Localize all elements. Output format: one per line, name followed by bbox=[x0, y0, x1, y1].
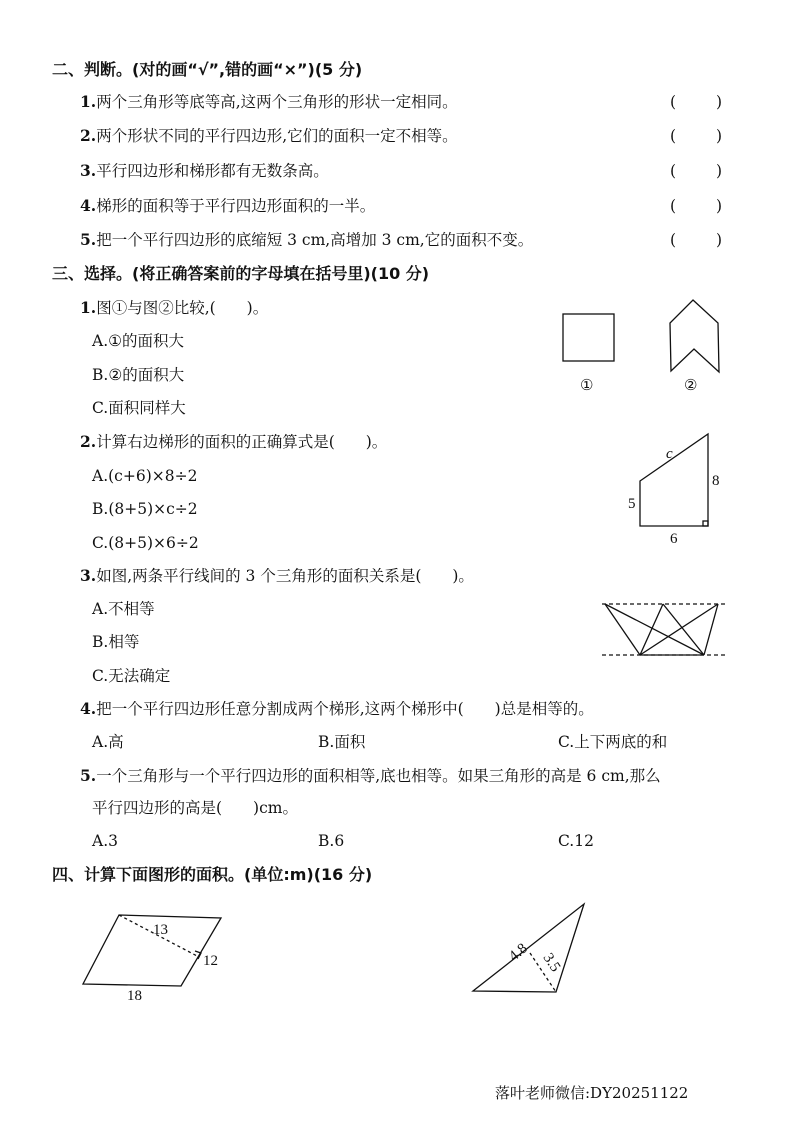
judge-item-text: 把一个平行四边形的底缩短 3 cm,高增加 3 cm,它的面积不变。 bbox=[96, 231, 534, 249]
parallelogram-label-13: 13 bbox=[153, 922, 168, 938]
q2-stem: 计算右边梯形的面积的正确算式是( )。 bbox=[96, 433, 388, 451]
q5-option-c: C.12 bbox=[558, 832, 594, 850]
q1-option-b: B.②的面积大 bbox=[92, 366, 185, 384]
q3-stem: 如图,两条平行线间的 3 个三角形的面积关系是( )。 bbox=[96, 567, 474, 585]
q4-option-a: A.高 bbox=[92, 733, 124, 751]
q5-option-a: A.3 bbox=[92, 832, 118, 850]
triangle-label-3-5: 3.5 bbox=[539, 950, 564, 975]
paren-close: ) bbox=[715, 93, 722, 111]
q4-option-c: C.上下两底的和 bbox=[558, 733, 668, 751]
judge-item-text: 梯形的面积等于平行四边形面积的一半。 bbox=[96, 197, 376, 215]
trapezoid-label-c: c bbox=[666, 446, 673, 462]
trapezoid-figure bbox=[640, 434, 708, 526]
q5-num: 5. bbox=[80, 766, 97, 785]
q2-num: 2. bbox=[80, 432, 97, 451]
q1-num: 1. bbox=[80, 298, 97, 317]
q1-option-c: C.面积同样大 bbox=[92, 399, 186, 417]
trapezoid-label-5: 5 bbox=[628, 496, 636, 512]
q2-option-c: C.(8+5)×6÷2 bbox=[92, 534, 199, 552]
calc-heading: 四、计算下面图形的面积。(单位:m)(16 分) bbox=[52, 865, 373, 884]
judge-item-text: 两个三角形等底等高,这两个三角形的形状一定相同。 bbox=[96, 93, 458, 111]
parallelogram-label-18: 18 bbox=[127, 988, 142, 1004]
q3-option-b: B.相等 bbox=[92, 633, 140, 651]
q3-option-c: C.无法确定 bbox=[92, 667, 171, 685]
figure-1-label: ① bbox=[580, 378, 594, 394]
parallelogram-label-12: 12 bbox=[203, 953, 218, 969]
q5-stem: 一个三角形与一个平行四边形的面积相等,底也相等。如果三角形的高是 6 cm,那么 bbox=[96, 767, 661, 785]
trapezoid-label-8: 8 bbox=[712, 473, 720, 489]
q1-stem: 图①与图②比较,( )。 bbox=[96, 299, 269, 317]
paren-close: ) bbox=[715, 231, 722, 249]
right-angle-mark bbox=[703, 521, 708, 526]
judge-item-num: 3. bbox=[80, 161, 97, 180]
judge-item-num: 2. bbox=[80, 126, 97, 145]
paren-open: ( bbox=[670, 93, 677, 111]
footer-contact: 落叶老师微信:DY20251122 bbox=[495, 1084, 689, 1102]
paren-open: ( bbox=[670, 197, 677, 215]
q3-option-a: A.不相等 bbox=[92, 600, 155, 618]
judge-heading: 二、判断。(对的画“√”,错的画“×”)(5 分) bbox=[52, 60, 363, 79]
q4-option-b: B.面积 bbox=[318, 733, 366, 751]
judge-item-text: 平行四边形和梯形都有无数条高。 bbox=[96, 162, 329, 180]
parallelogram-figure bbox=[83, 915, 221, 986]
parallel-lines-figure bbox=[602, 604, 726, 655]
paren-close: ) bbox=[715, 127, 722, 145]
q4-stem: 把一个平行四边形任意分割成两个梯形,这两个梯形中( )总是相等的。 bbox=[96, 700, 594, 718]
q5-text-cont: 平行四边形的高是( )cm。 bbox=[92, 799, 298, 817]
paren-close: ) bbox=[715, 162, 722, 180]
figure-1-square bbox=[563, 314, 614, 361]
paren-open: ( bbox=[670, 162, 677, 180]
q2-option-b: B.(8+5)×c÷2 bbox=[92, 500, 198, 518]
judge-item-num: 1. bbox=[80, 92, 97, 111]
figure-2-label: ② bbox=[684, 378, 698, 394]
q4-num: 4. bbox=[80, 699, 97, 718]
q5-option-b: B.6 bbox=[318, 832, 345, 850]
paren-close: ) bbox=[715, 197, 722, 215]
q2-option-a: A.(c+6)×8÷2 bbox=[92, 467, 198, 485]
q1-option-a: A.①的面积大 bbox=[92, 332, 185, 350]
q3-num: 3. bbox=[80, 566, 97, 585]
figure-2-chevron bbox=[670, 300, 719, 372]
paren-open: ( bbox=[670, 127, 677, 145]
trapezoid-label-6: 6 bbox=[670, 531, 678, 547]
triangle-label-4-8: 4.8 bbox=[506, 940, 531, 965]
judge-item-text: 两个形状不同的平行四边形,它们的面积一定不相等。 bbox=[96, 127, 458, 145]
paren-open: ( bbox=[670, 231, 677, 249]
choice-heading: 三、选择。(将正确答案前的字母填在括号里)(10 分) bbox=[52, 264, 430, 283]
judge-item-num: 5. bbox=[80, 230, 97, 249]
triangle-figure bbox=[473, 904, 584, 992]
judge-item-num: 4. bbox=[80, 196, 97, 215]
